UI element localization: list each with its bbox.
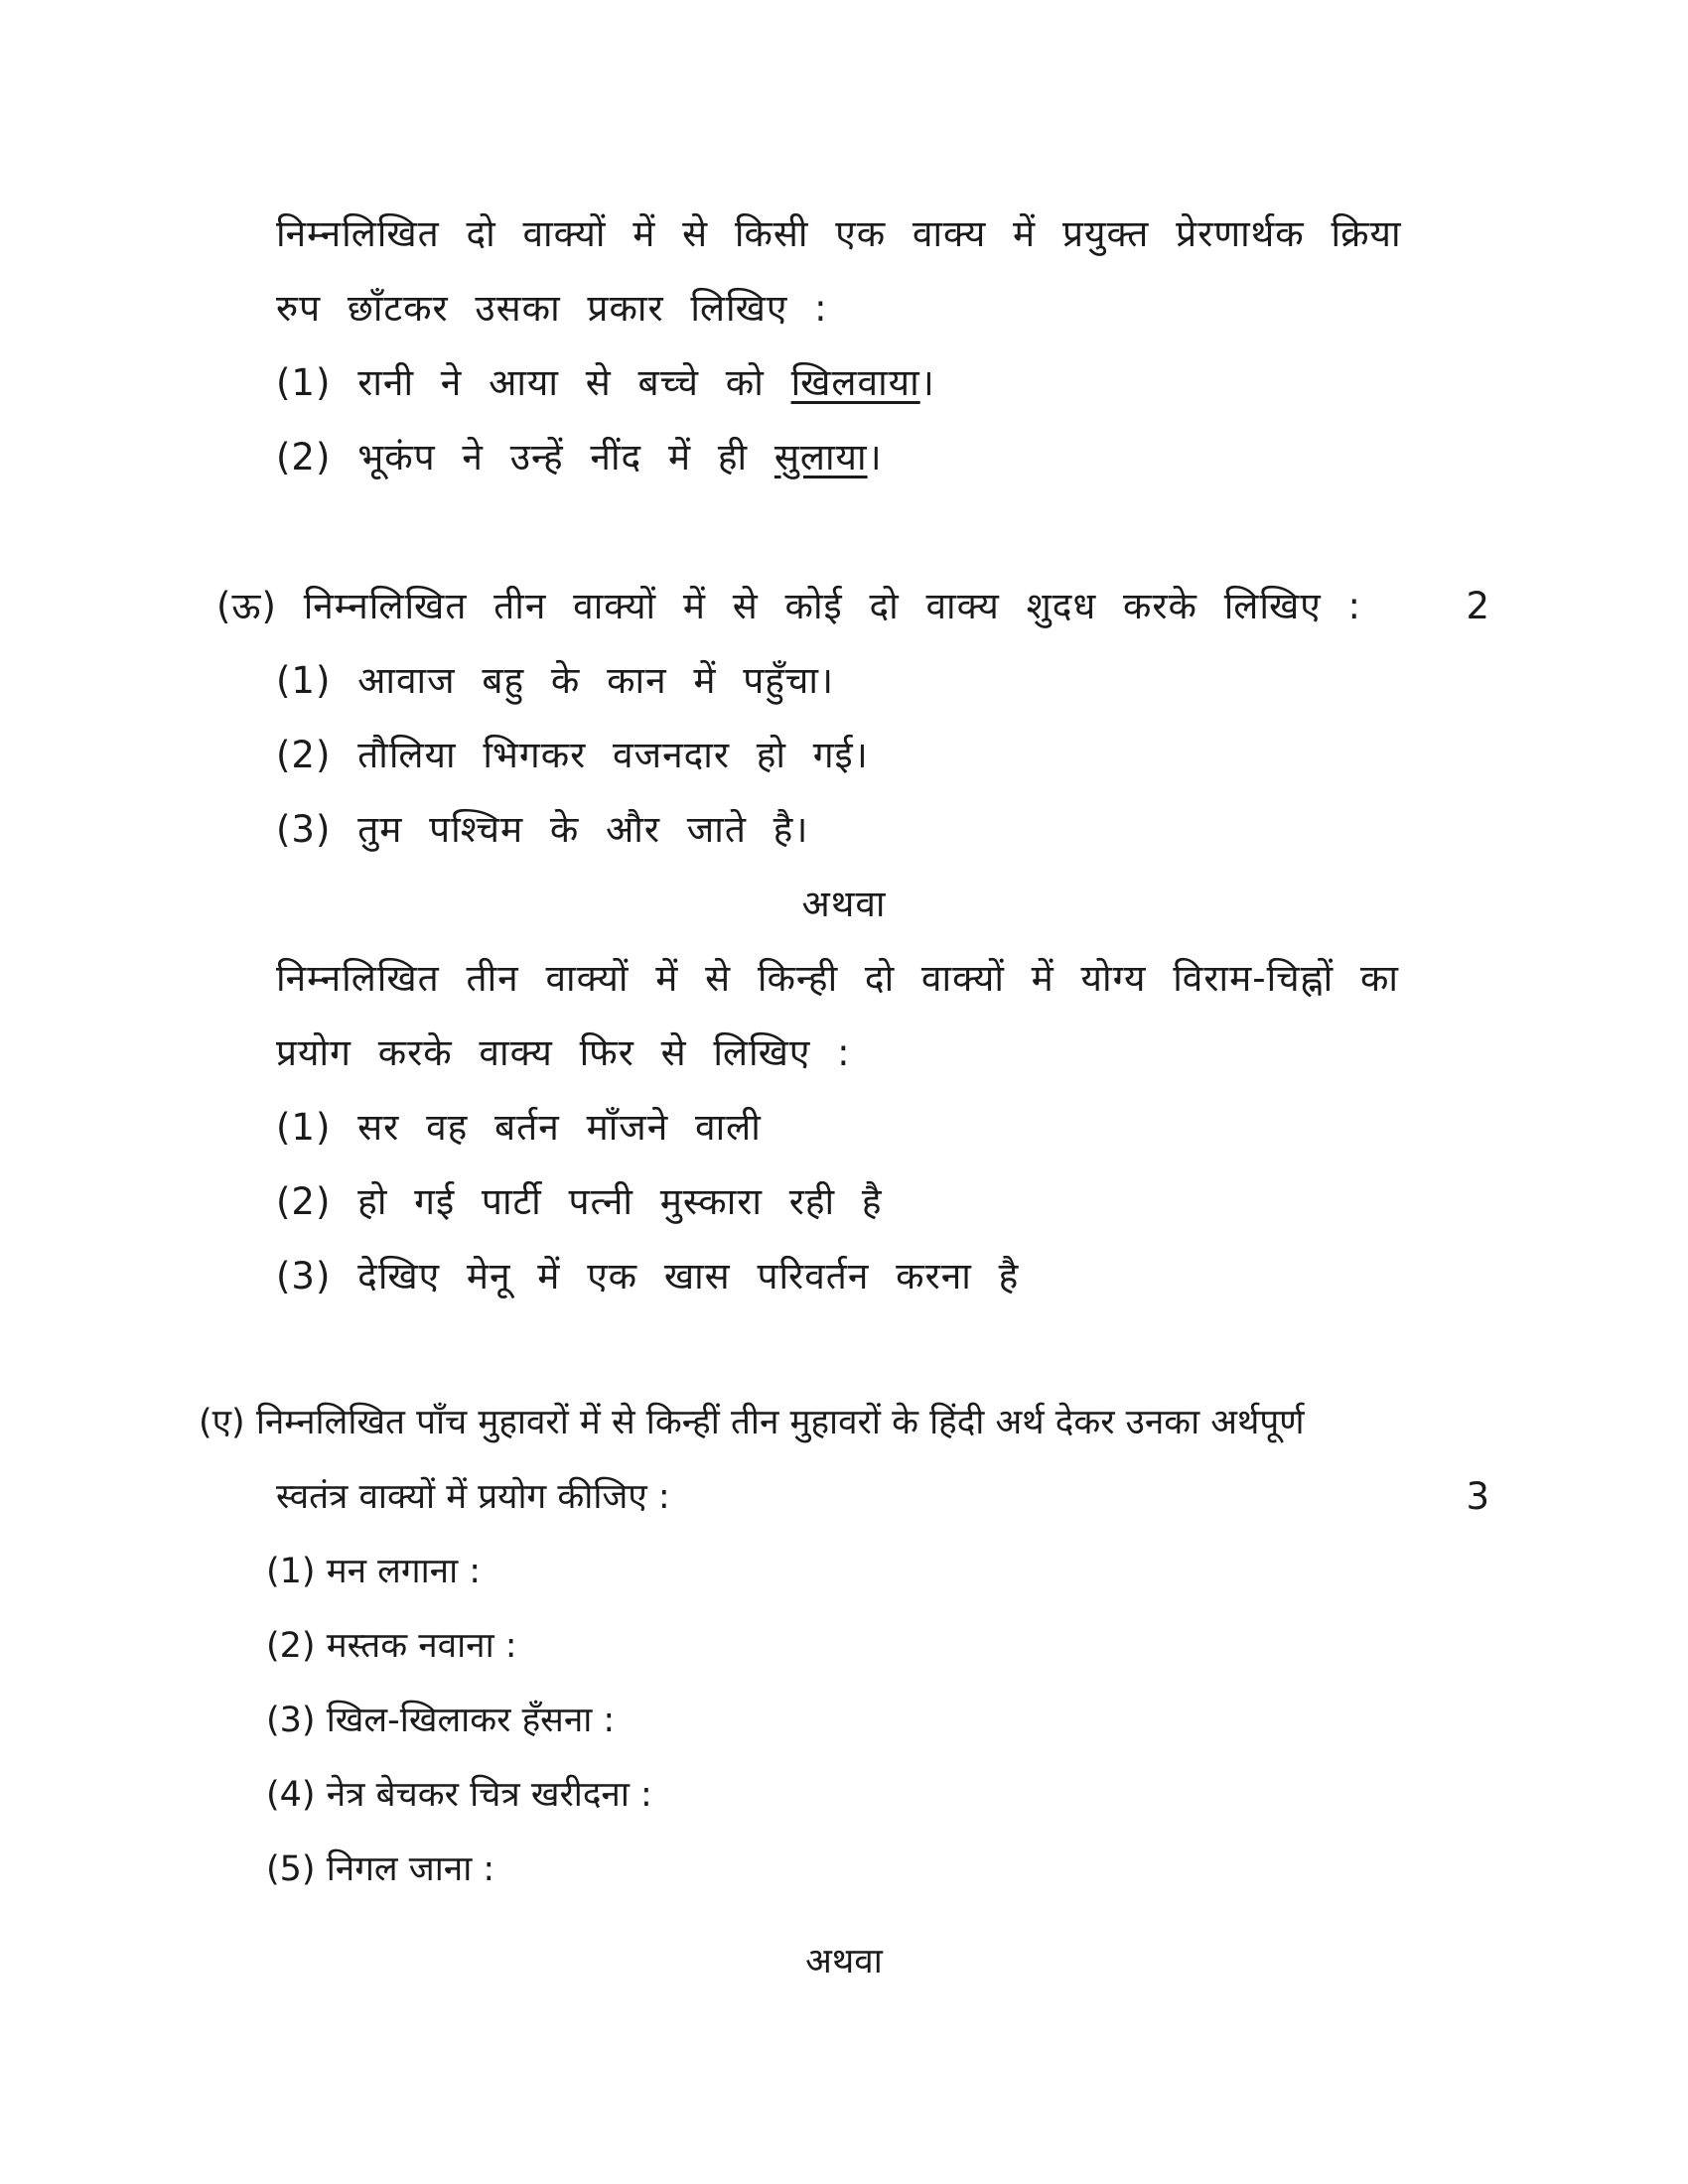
punctuation-intro-1: निम्नलिखित तीन वाक्यों में से किन्ही दो वाक्यों में योग्य विराम-चिह्नों का	[276, 957, 1400, 1000]
question-label: (ए)	[199, 1403, 245, 1442]
question-u	[216, 577, 1361, 636]
correction-item-2: (2) तौलिया भिगकर वजनदार हो गई।	[276, 734, 869, 776]
or-divider-u: अथवा	[801, 883, 887, 925]
correction-item-3: (3) तुम पश्चिम के और जाते है।	[276, 808, 809, 851]
intro-line-1: निम्नलिखित दो वाक्यों में से किसी एक वाक्य में प्रयुक्त प्रेरणार्थक क्रिया	[276, 212, 1402, 255]
idiom-item-3: (3) खिल-खिलाकर हँसना :	[266, 1701, 616, 1740]
question-e	[199, 1393, 1305, 1452]
idiom-item-4: (4) नेत्र बेचकर चित्र खरीदना :	[266, 1775, 652, 1815]
item-number: (1)	[276, 361, 332, 404]
causative-item-2	[276, 428, 883, 487]
item-text: रानी ने आया से बच्चे को	[357, 361, 791, 404]
idiom-item-2: (2) मस्तक नवाना :	[266, 1626, 517, 1666]
underlined-verb: सुलाया	[774, 436, 868, 478]
punctuation-item-2: (2) हो गई पार्टी पत्नी मुस्कारा रही है	[276, 1180, 883, 1223]
item-text: भूकंप ने उन्हें नींद में ही	[357, 436, 774, 478]
question-prompt: निम्नलिखित पाँच मुहावरों में से किन्हीं तीन मुहावरों के हिंदी अर्थ देकर उनका अर्थपूर्ण	[255, 1403, 1305, 1442]
intro-line-2: रुप छाँटकर उसका प्रकार लिखिए :	[276, 287, 828, 330]
question-e-line-2: स्वतंत्र वाक्यों में प्रयोग कीजिए :	[276, 1477, 670, 1517]
punctuation-intro-2: प्रयोग करके वाक्य फिर से लिखिए :	[276, 1031, 851, 1074]
marks-u: 2	[1466, 585, 1489, 627]
question-prompt: निम्नलिखित तीन वाक्यों में से कोई दो वाक्य शुदध करके लिखिए :	[303, 585, 1361, 627]
question-label: (ऊ)	[216, 585, 277, 627]
idiom-item-5: (5) निगल जाना :	[266, 1849, 495, 1889]
correction-item-1: (1) आवाज बहु के कान में पहुँचा।	[276, 659, 835, 702]
or-divider-e: अथवा	[805, 1942, 883, 1981]
causative-item-1	[276, 353, 935, 413]
item-number: (2)	[276, 436, 332, 478]
underlined-verb: खिलवाया	[790, 361, 920, 404]
punctuation-item-3: (3) देखिए मेनू में एक खास परिवर्तन करना है	[276, 1255, 1020, 1297]
item-danda: ।	[867, 436, 883, 478]
marks-e: 3	[1466, 1475, 1489, 1518]
item-danda: ।	[919, 361, 935, 404]
idiom-item-1: (1) मन लगाना :	[266, 1552, 482, 1591]
punctuation-item-1: (1) सर वह बर्तन माँजने वाली	[276, 1106, 762, 1149]
